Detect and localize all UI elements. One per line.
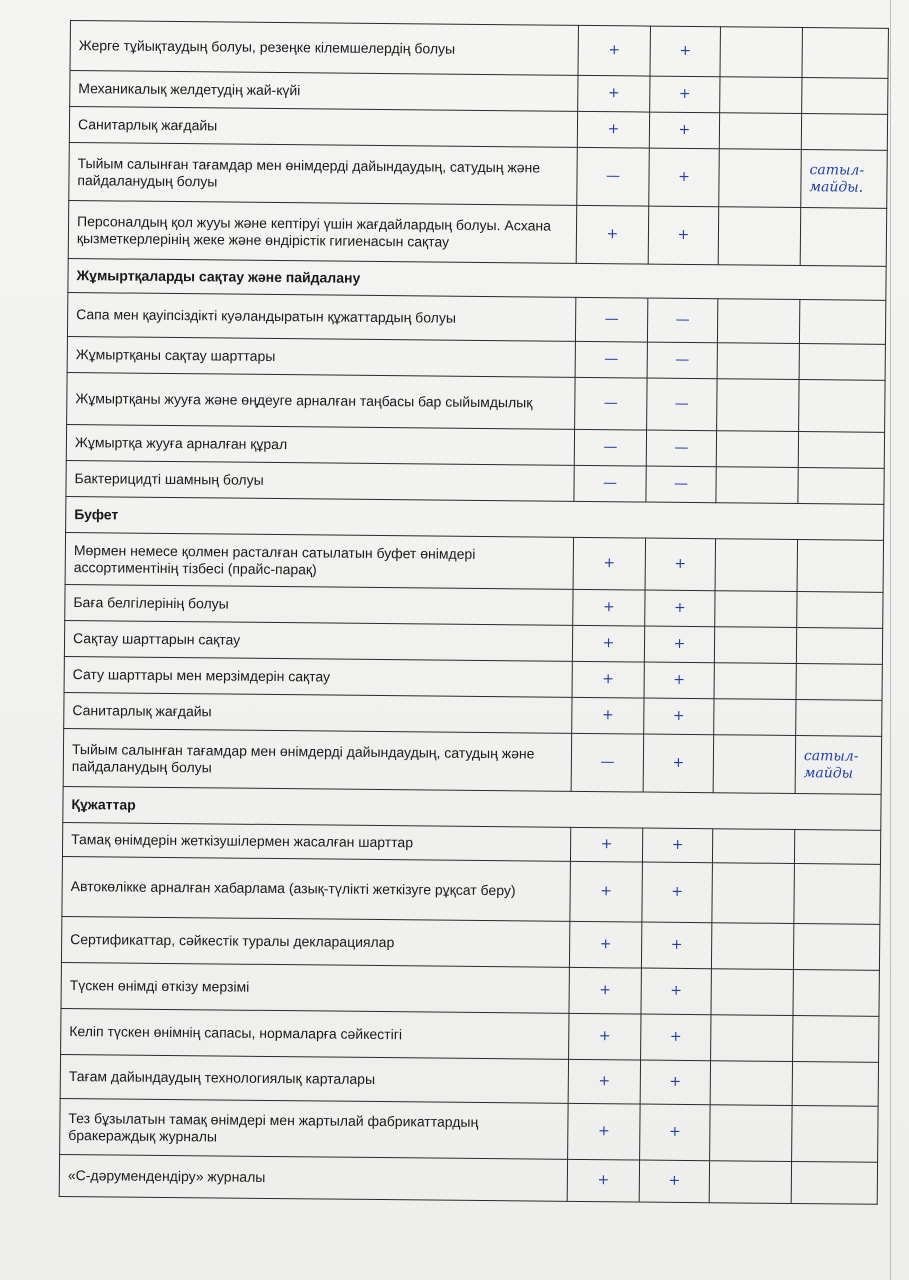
empty-cell	[711, 923, 793, 970]
mark-first-check: +	[570, 861, 643, 922]
mark-first-check: —	[577, 147, 650, 206]
table-row	[60, 1054, 878, 1106]
mark-second-check: +	[649, 148, 720, 207]
handwritten-note	[801, 114, 887, 151]
handwritten-note	[793, 1015, 879, 1062]
mark-second-check: +	[641, 922, 711, 969]
mark-second-check: +	[639, 1160, 709, 1203]
empty-cell	[710, 1105, 793, 1162]
criterion-label: Баға белгілерінің болуы	[65, 584, 573, 625]
handwritten-note	[792, 1061, 878, 1106]
empty-cell	[716, 431, 798, 468]
criterion-label: Мөрмен немесе қолмен расталған сатылатын буфет өнімдері ассортиментінің тізбесі (прайс-парақ)	[65, 532, 573, 589]
mark-first-check: —	[574, 429, 646, 466]
mark-first-check: +	[578, 25, 650, 76]
handwritten-note	[796, 664, 882, 701]
empty-cell	[714, 663, 796, 700]
criterion-label: Санитарлық жағдайы	[64, 692, 572, 733]
criterion-label: Бактерицидті шамның болуы	[66, 460, 574, 501]
mark-second-check: —	[647, 298, 717, 343]
criterion-label: Сату шарттары мен мерзімдерін сақтау	[64, 656, 572, 697]
criterion-label: Жұмыртқаны жууға және өңдеуге арналған таңбасы бар сыйымдылық	[67, 372, 575, 429]
mark-first-check: —	[575, 377, 647, 430]
table-row	[67, 372, 885, 432]
mark-first-check: +	[572, 697, 644, 734]
mark-first-check: +	[577, 111, 649, 148]
mark-second-check: +	[644, 698, 714, 735]
mark-first-check: +	[569, 967, 641, 1014]
empty-cell	[709, 1161, 791, 1204]
mark-second-check: +	[645, 590, 715, 627]
mark-first-check: +	[572, 625, 644, 662]
empty-cell	[711, 1015, 793, 1062]
mark-second-check: —	[646, 430, 716, 467]
handwritten-note	[799, 344, 885, 381]
mark-first-check: +	[567, 1159, 639, 1202]
table-row	[68, 200, 887, 266]
empty-cell	[716, 467, 798, 504]
empty-cell	[720, 77, 802, 114]
mark-second-check: +	[649, 112, 719, 149]
empty-cell	[717, 343, 799, 380]
empty-cell	[715, 591, 797, 628]
mark-first-check: +	[572, 661, 644, 698]
empty-cell	[714, 627, 796, 664]
handwritten-note	[794, 829, 880, 864]
handwritten-note	[793, 923, 879, 970]
handwritten-note	[802, 78, 888, 115]
empty-cell	[720, 27, 802, 78]
section-title: Буфет	[66, 496, 884, 540]
mark-first-check: —	[574, 465, 646, 502]
handwritten-note	[794, 863, 881, 924]
handwritten-note	[800, 208, 887, 267]
empty-cell	[715, 539, 797, 592]
table-row	[65, 532, 883, 592]
criterion-label: Тыйым салынған тағамдар мен өнімдерді дайындаудың, сатудың және пайдаланудың болуы	[63, 728, 572, 791]
handwritten-note	[796, 628, 882, 665]
empty-cell	[719, 113, 801, 150]
handwritten-note	[793, 969, 879, 1016]
table-row	[67, 292, 885, 344]
inspection-checklist-table	[59, 20, 889, 1205]
handwritten-note	[799, 380, 885, 433]
handwritten-note	[802, 28, 888, 79]
criterion-label: Сапа мен қауіпсіздікті куәландыратын құжаттардың болуы	[67, 292, 575, 341]
empty-cell	[710, 1061, 792, 1106]
criterion-label: Тыйым салынған тағамдар мен өнімдерді дайындаудың, сатудың және пайдаланудың болуы	[69, 142, 578, 205]
mark-first-check: —	[571, 733, 644, 792]
criterion-label: Механикалық желдетудің жай-күйі	[70, 71, 578, 112]
handwritten-note: сатыл-майды	[795, 735, 882, 794]
mark-first-check: +	[568, 1059, 640, 1104]
mark-second-check: +	[650, 26, 720, 77]
criterion-label: Тағам дайындаудың технологиялық карталары	[60, 1054, 568, 1103]
criterion-label: «С-дәрумендендіру» журналы	[59, 1154, 567, 1201]
mark-first-check: —	[575, 297, 647, 342]
mark-first-check: +	[573, 589, 645, 626]
mark-second-check: +	[640, 1104, 711, 1161]
section-title: Жұмыртқаларды сақтау және пайдалану	[68, 258, 886, 300]
mark-second-check: +	[643, 734, 714, 793]
empty-cell	[717, 379, 799, 432]
criterion-label: Тамақ өнімдерін жеткізушілермен жасалған шарттар	[62, 822, 570, 861]
handwritten-note	[798, 468, 884, 505]
mark-second-check: +	[645, 538, 715, 591]
table-row	[70, 21, 888, 79]
page-edge-line	[890, 0, 891, 1280]
mark-first-check: —	[575, 341, 647, 378]
criterion-label: Персоналдың қол жууы және кептіруі үшін жағдайлардың болуы. Асхана қызметкерлерінің жеке және өндірістік гигиенасын сақтау	[68, 200, 577, 263]
mark-second-check: +	[641, 968, 711, 1015]
mark-second-check: +	[644, 662, 714, 699]
criterion-label: Түскен өнімді өткізу мерзімі	[61, 962, 569, 1013]
mark-second-check: —	[647, 378, 717, 431]
criterion-label: Тез бұзылатын тамақ өнімдері мен жартылай фабрикаттардың бракераждық журналы	[60, 1098, 569, 1159]
mark-first-check: +	[570, 827, 642, 862]
handwritten-note	[791, 1161, 877, 1204]
criterion-label: Сертификаттар, сәйкестік туралы декларациялар	[61, 916, 569, 967]
mark-second-check: +	[640, 1060, 710, 1105]
handwritten-note	[792, 1105, 879, 1162]
mark-first-check: +	[569, 1013, 641, 1060]
table-row	[63, 728, 882, 794]
mark-first-check: +	[576, 205, 649, 264]
empty-cell	[717, 299, 799, 344]
empty-cell	[712, 863, 795, 924]
section-title: Құжаттар	[63, 786, 881, 830]
handwritten-note	[798, 432, 884, 469]
table-row	[61, 916, 879, 970]
table-row	[61, 1008, 879, 1062]
handwritten-note	[799, 300, 885, 345]
empty-cell	[713, 735, 796, 794]
mark-second-check: +	[642, 862, 713, 923]
table-row	[61, 962, 879, 1016]
handwritten-note	[796, 700, 882, 737]
mark-first-check: +	[568, 1103, 641, 1160]
criterion-label: Жұмыртқа жууға арналған құрал	[66, 424, 574, 465]
criterion-label: Автокөлікке арналған хабарлама (азық-түлікті жеткізуге рұқсат беру)	[62, 856, 571, 921]
criterion-label: Келіп түскен өнімнің сапасы, нормаларға сәйкестігі	[61, 1008, 569, 1059]
handwritten-note: сатыл-майды.	[801, 150, 888, 209]
empty-cell	[712, 829, 794, 864]
mark-second-check: —	[647, 342, 717, 379]
empty-cell	[714, 699, 796, 736]
criterion-label: Сақтау шарттарын сақтау	[64, 620, 572, 661]
empty-cell	[719, 149, 802, 208]
table-row	[69, 142, 888, 208]
table-row	[62, 856, 881, 924]
table-row	[59, 1154, 877, 1204]
criterion-label: Жерге тұйықтаудың болуы, резеңке кілемшелердің болуы	[70, 21, 578, 76]
mark-second-check: +	[648, 206, 719, 265]
empty-cell	[718, 207, 801, 266]
mark-second-check: +	[642, 828, 712, 863]
mark-second-check: —	[646, 466, 716, 503]
mark-second-check: +	[650, 76, 720, 113]
table-row	[60, 1098, 878, 1162]
criterion-label: Жұмыртқаны сақтау шарттары	[67, 336, 575, 377]
empty-cell	[711, 969, 793, 1016]
criterion-label: Санитарлық жағдайы	[69, 107, 577, 148]
handwritten-note	[797, 592, 883, 629]
mark-second-check: +	[641, 1014, 711, 1061]
handwritten-note	[797, 540, 883, 593]
mark-first-check: +	[573, 537, 645, 590]
mark-second-check: +	[644, 626, 714, 663]
mark-first-check: +	[569, 921, 641, 968]
mark-first-check: +	[578, 75, 650, 112]
